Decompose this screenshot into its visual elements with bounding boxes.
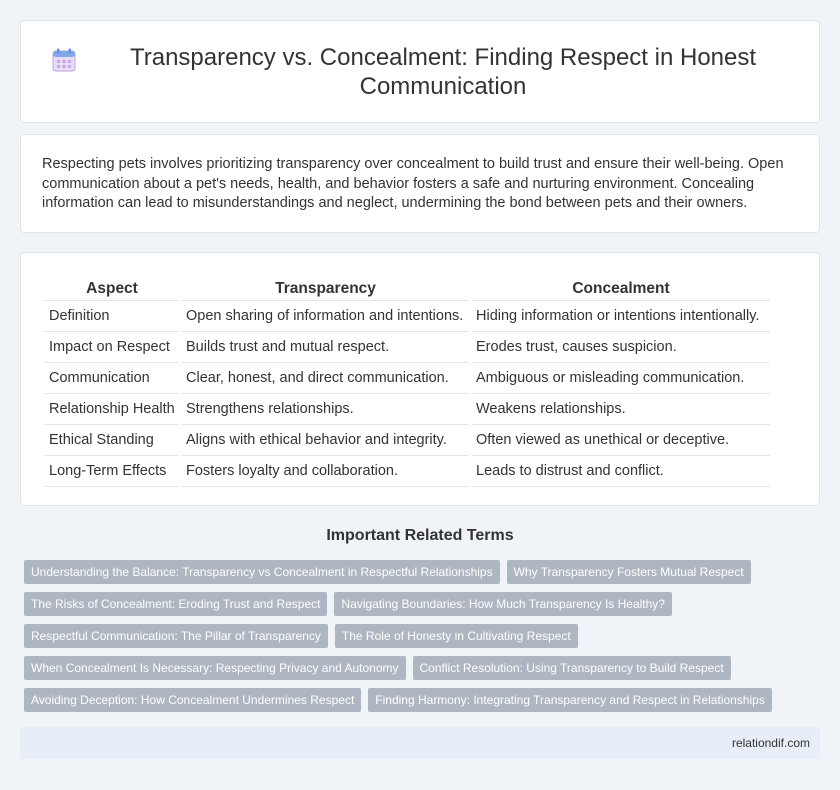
- table-row: [45, 301, 770, 332]
- related-term-link[interactable]: Finding Harmony: Integrating Transparency and Respect in Relationships: [368, 688, 772, 712]
- tag-row: [24, 688, 824, 720]
- table-header-row: [45, 277, 770, 301]
- cell-transparency: Open sharing of information and intentions.: [182, 301, 469, 332]
- tag-row: [24, 592, 824, 624]
- cell-concealment: Ambiguous or misleading communication.: [472, 363, 770, 394]
- header-card: [20, 20, 820, 123]
- cell-transparency: Strengthens relationships.: [182, 394, 469, 425]
- cell-transparency: Builds trust and mutual respect.: [182, 332, 469, 363]
- tag-row: [24, 624, 824, 656]
- header-aspect: Aspect: [45, 277, 179, 301]
- related-term-link[interactable]: Avoiding Deception: How Concealment Undermines Respect: [24, 688, 361, 712]
- summary-text: Respecting pets involves prioritizing transparency over concealment to build trust and ensure their well-being. Open communication about a pet's needs, health, and behavior fosters a safe and nurturing environment. Concealing information can lead to misunderstandings and neglect, undermining the bond between pets and their owners.: [42, 156, 784, 211]
- summary-card: [20, 134, 820, 233]
- table-row: [45, 394, 770, 425]
- related-term-link[interactable]: Why Transparency Fosters Mutual Respect: [507, 560, 751, 584]
- related-terms-title: Important Related Terms: [326, 527, 514, 544]
- cell-transparency: Fosters loyalty and collaboration.: [182, 456, 469, 487]
- cell-concealment: Leads to distrust and conflict.: [472, 456, 770, 487]
- cell-concealment: Often viewed as unethical or deceptive.: [472, 425, 770, 456]
- cell-concealment: Hiding information or intentions intentionally.: [472, 301, 770, 332]
- related-term-link[interactable]: Navigating Boundaries: How Much Transparency Is Healthy?: [334, 592, 672, 616]
- title-wrap: [21, 21, 819, 122]
- table-row: [45, 363, 770, 394]
- table-row: [45, 425, 770, 456]
- comparison-card: [20, 252, 820, 506]
- tag-row: [24, 560, 824, 592]
- related-term-link[interactable]: Respectful Communication: The Pillar of Transparency: [24, 624, 328, 648]
- related-terms-list: [24, 560, 824, 720]
- cell-transparency: Aligns with ethical behavior and integrity.: [182, 425, 469, 456]
- cell-aspect: Relationship Health: [45, 394, 179, 425]
- page-title: Transparency vs. Concealment: Finding Respect in Honest Communication: [129, 43, 757, 100]
- related-term-link[interactable]: Conflict Resolution: Using Transparency to Build Respect: [413, 656, 731, 680]
- related-term-link[interactable]: When Concealment Is Necessary: Respecting Privacy and Autonomy: [24, 656, 406, 680]
- header-transparency: Transparency: [182, 277, 469, 301]
- table-row: [45, 332, 770, 363]
- related-term-link[interactable]: The Role of Honesty in Cultivating Respect: [335, 624, 578, 648]
- cell-transparency: Clear, honest, and direct communication.: [182, 363, 469, 394]
- footer-site-link[interactable]: relationdif.com: [731, 736, 810, 750]
- related-term-link[interactable]: Understanding the Balance: Transparency vs Concealment in Respectful Relationships: [24, 560, 500, 584]
- cell-aspect: Definition: [45, 301, 179, 332]
- table-row: [45, 456, 770, 487]
- cell-aspect: Ethical Standing: [45, 425, 179, 456]
- footer: [20, 727, 820, 759]
- cell-aspect: Long-Term Effects: [45, 456, 179, 487]
- related-term-link[interactable]: The Risks of Concealment: Eroding Trust and Respect: [24, 592, 327, 616]
- comparison-table: [42, 277, 773, 487]
- cell-aspect: Communication: [45, 363, 179, 394]
- calendar-icon: [51, 47, 77, 73]
- header-concealment: Concealment: [472, 277, 770, 301]
- tag-row: [24, 656, 824, 688]
- cell-concealment: Weakens relationships.: [472, 394, 770, 425]
- cell-aspect: Impact on Respect: [45, 332, 179, 363]
- cell-concealment: Erodes trust, causes suspicion.: [472, 332, 770, 363]
